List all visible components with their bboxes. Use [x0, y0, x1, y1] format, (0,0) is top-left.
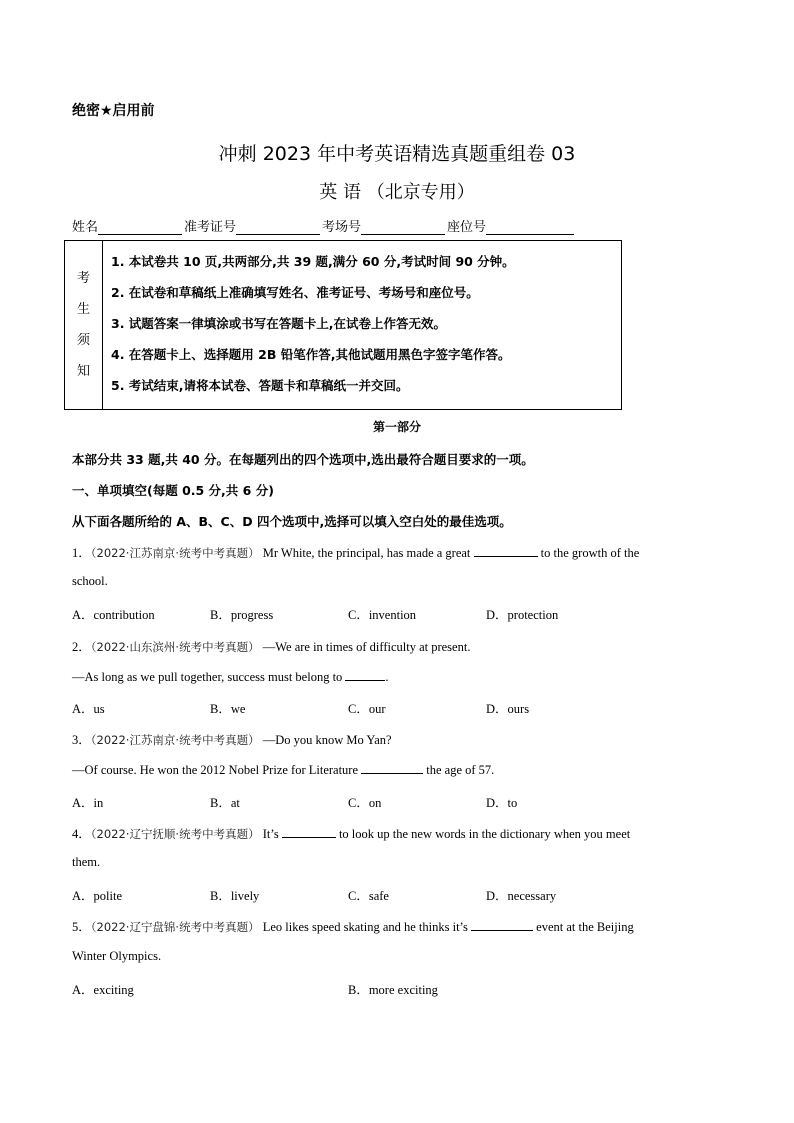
q4-option-a[interactable]: A．polite — [72, 889, 122, 903]
q4-option-c[interactable]: C．safe — [348, 889, 389, 903]
q1-option-b[interactable]: B．progress — [210, 608, 274, 622]
q3-option-a[interactable]: A．in — [72, 796, 104, 810]
question-1-continued: school. — [72, 574, 108, 588]
q2-option-d[interactable]: D．ours — [486, 702, 530, 716]
question-1: 1．（2022·江苏南京·统考中考真题） Mr White, the principal, has made a great to the growth of the — [72, 546, 640, 560]
exam-id-blank[interactable] — [236, 220, 320, 235]
question-5-continued: Winter Olympics. — [72, 949, 162, 963]
question-3-line-2: —Of course. He won the 2012 Nobel Prize for Literature the age of 57. — [72, 763, 495, 777]
q4-option-d[interactable]: D．necessary — [486, 889, 557, 903]
question-2-line-2: —As long as we pull together, success must belong to . — [72, 670, 389, 684]
q4-option-b[interactable]: B．lively — [210, 889, 260, 903]
q3-option-d[interactable]: D．to — [486, 796, 518, 810]
q2-option-b[interactable]: B．we — [210, 702, 246, 716]
q5-option-a[interactable]: A．exciting — [72, 983, 134, 997]
name-blank[interactable] — [98, 220, 182, 235]
notice-item: 3. 试题答案一律填涂或书写在答题卡上,在试卷上作答无效。 — [111, 316, 447, 331]
question-5: 5．（2022·辽宁盘锦·统考中考真题） Leo likes speed skating and he thinks it’s event at the Beijing — [72, 920, 634, 934]
section-heading: 一、单项填空(每题 0.5 分,共 6 分) — [72, 483, 274, 498]
notice-label: 考 生 须 知 — [65, 241, 103, 409]
seat-blank[interactable] — [486, 220, 574, 235]
notice-item: 4. 在答题卡上、选择题用 2B 铅笔作答,其他试题用黑色字签字笔作答。 — [111, 347, 511, 362]
candidate-notice-box — [64, 240, 622, 410]
q5-option-b[interactable]: B．more exciting — [348, 983, 438, 997]
part-intro: 本部分共 33 题,共 40 分。在每题列出的四个选项中,选出最符合题目要求的一项。 — [72, 452, 534, 467]
field-room-label: 考场号 — [322, 220, 362, 235]
question-2: 2．（2022·山东滨州·统考中考真题） —We are in times of difficulty at present. — [72, 640, 471, 654]
question-4: 4．（2022·辽宁抚顺·统考中考真题） It’s to look up the new words in the dictionary when you meet — [72, 827, 631, 841]
answer-blank — [361, 761, 423, 774]
notice-item: 5. 考试结束,请将本试卷、答题卡和草稿纸一并交回。 — [111, 378, 409, 393]
section-instruction: 从下面各题所给的 A、B、C、D 四个选项中,选择可以填入空白处的最佳选项。 — [72, 514, 512, 529]
exam-subtitle: 英 语 （北京专用） — [319, 182, 475, 203]
field-name-label: 姓名 — [72, 220, 99, 235]
q3-option-c[interactable]: C．on — [348, 796, 382, 810]
field-seat-label: 座位号 — [447, 220, 487, 235]
answer-blank — [471, 918, 533, 931]
q3-option-b[interactable]: B．at — [210, 796, 240, 810]
question-3: 3．（2022·江苏南京·统考中考真题） —Do you know Mo Yan? — [72, 733, 392, 747]
field-exam-id-label: 准考证号 — [184, 220, 237, 235]
question-4-continued: them. — [72, 855, 101, 869]
answer-blank — [345, 668, 385, 681]
q2-option-a[interactable]: A．us — [72, 702, 105, 716]
q1-option-d[interactable]: D．protection — [486, 608, 559, 622]
q1-option-c[interactable]: C．invention — [348, 608, 417, 622]
notice-item: 1. 本试卷共 10 页,共两部分,共 39 题,满分 60 分,考试时间 90 分钟。 — [111, 254, 515, 269]
notice-item: 2. 在试卷和草稿纸上准确填写姓名、准考证号、考场号和座位号。 — [111, 285, 479, 300]
candidate-info-line — [72, 216, 576, 235]
q2-option-c[interactable]: C．our — [348, 702, 386, 716]
confidential-label: 绝密★启用前 — [72, 103, 155, 119]
q1-option-a[interactable]: A．contribution — [72, 608, 155, 622]
answer-blank — [282, 825, 336, 838]
answer-blank — [474, 544, 538, 557]
notice-items — [103, 241, 621, 409]
part-title: 第一部分 — [372, 420, 421, 434]
exam-title: 冲刺 2023 年中考英语精选真题重组卷 03 — [218, 143, 576, 165]
room-blank[interactable] — [361, 220, 445, 235]
